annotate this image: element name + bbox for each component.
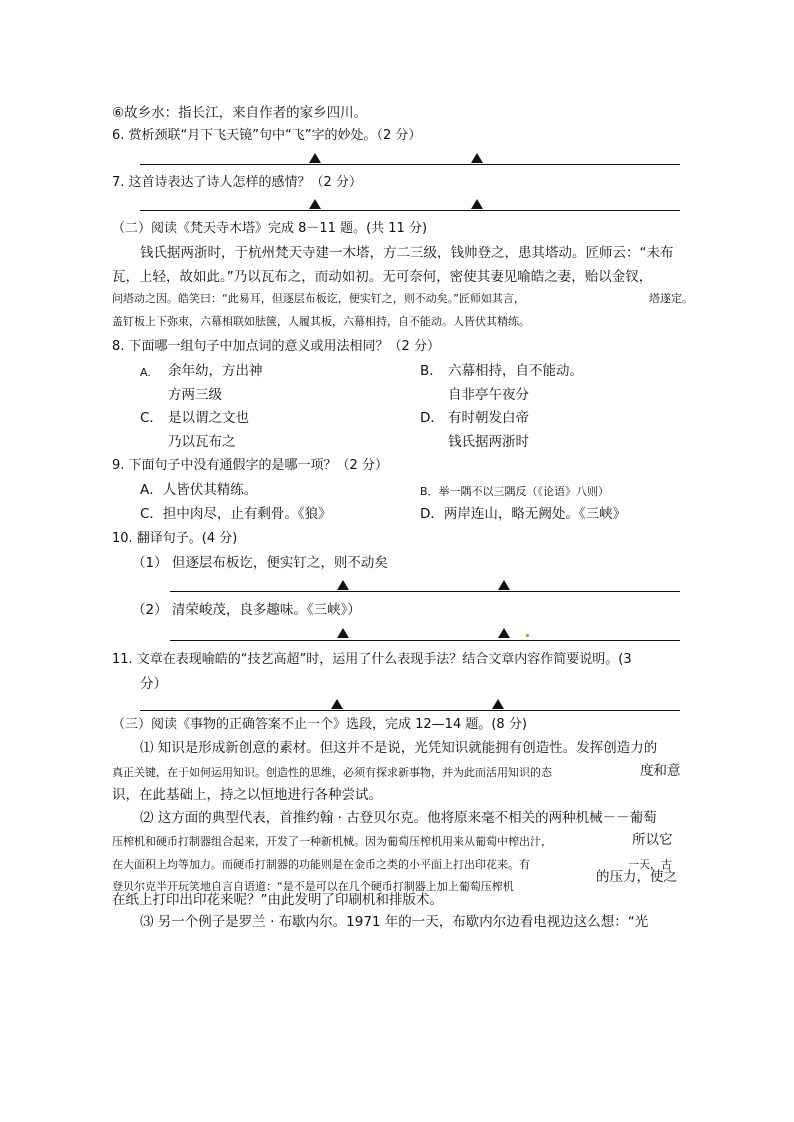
passage-line: 盖钉板上下弥束，六幕相联如胠箧，人履其板，六幕相持，自不能动。人皆伏其精练。 xyxy=(112,315,530,328)
paragraph-2-line: 压榨机和硬币打制器组合起来，开发了一种新机械。因为葡萄压榨机用来从葡萄中榨出汁， xyxy=(112,835,552,848)
answer-marker-triangle xyxy=(492,699,504,709)
paragraph-2-line: 一天，古 xyxy=(628,858,672,871)
question-10: 10. 翻译句子。(4 分) xyxy=(112,531,238,546)
paragraph-2-line: 的压力，使之 xyxy=(596,869,677,885)
option-a-line-1: 余年幼，方出神 xyxy=(168,363,263,379)
paragraph-2-line: 登贝尔克半开玩笑地自言自语道：“是不是可以在几个硬币打制器上加上葡萄压榨机 xyxy=(112,880,514,893)
answer-line xyxy=(140,164,680,165)
answer-marker-triangle xyxy=(337,580,349,590)
section-2-title: （二）阅读《梵天寺木塔》完成 8－11 题。(共 11 分) xyxy=(112,221,428,236)
answer-marker-triangle xyxy=(498,628,510,638)
option-b-line-1: 六幕相持，自不能动。 xyxy=(448,363,583,379)
question-9: 9. 下面句子中没有通假字的是哪一项？（2 分） xyxy=(112,458,388,473)
passage-line: 钱氏据两浙时，于杭州梵天寺建一木塔，方二三级，钱帅登之，患其塔动。匠师云：“未布 xyxy=(140,245,674,261)
option-a-line-2: 方两三级 xyxy=(168,387,222,403)
section-3-title: （三）阅读《事物的正确答案不止一个》选段，完成 12—14 题。(8 分) xyxy=(112,717,527,732)
option-label: B． xyxy=(420,363,443,379)
option-c: C．担中肉尽，止有剩骨。《狼》 xyxy=(140,506,332,522)
option-c-line-2: 乃以瓦布之 xyxy=(168,434,236,450)
option-a: A．人皆伏其精练。 xyxy=(140,482,258,498)
paragraph-2-line: ⑵ 这方面的典型代表，首推约翰 · 古登贝尔克。他将原来毫不相关的两种机械－－葡萄 xyxy=(140,810,657,826)
question-11-line-1: 11. 文章在表现喻皓的“技艺高超”时，运用了什么表现手法？结合文章内容作简要说明。(3 xyxy=(112,652,632,667)
option-b: B．举一隅不以三隅反（《论语》八则） xyxy=(420,485,610,498)
question-11-line-2: 分） xyxy=(140,676,167,692)
option-b-line-2: 自非亭午夜分 xyxy=(448,387,529,403)
question-8: 8. 下面哪一组句子中加点词的意义或用法相同？（2 分） xyxy=(112,339,440,354)
passage-line: 塔遂定。 xyxy=(649,292,693,305)
answer-line xyxy=(170,640,680,641)
paragraph-3-line: ⑶ 另一个例子是罗兰 · 布歇内尔。1971 年的一天，布歇内尔边看电视边这么想：“光 xyxy=(140,914,649,930)
answer-marker-triangle xyxy=(309,153,321,163)
paragraph-1-line: 度和意 xyxy=(640,763,681,779)
answer-marker-triangle xyxy=(331,699,343,709)
option-label: A. xyxy=(140,366,151,379)
question-6: 6. 赏析颈联“月下飞天镜”句中“飞”字的妙处。（2 分） xyxy=(112,128,422,143)
option-label: D． xyxy=(420,410,444,426)
answer-line xyxy=(170,591,680,592)
answer-line xyxy=(140,210,680,211)
option-d-line-1: 有时朝发白帝 xyxy=(448,410,529,426)
passage-line: 瓦，上轻，故如此。”乃以瓦布之，而动如初。无可奈何，密使其妻见喻皓之妻，贻以金钗， xyxy=(112,269,653,285)
answer-line xyxy=(140,710,680,711)
option-label: C． xyxy=(140,410,163,426)
option-d: D．两岸连山，略无阙处。《三峡》 xyxy=(420,506,627,522)
passage-line: 问塔动之因。皓笑曰：“此易耳，但逐层布板讫，便实钉之，则不动矣。”匠师如其言， xyxy=(112,292,525,305)
note-6: ⑥故乡水：指长江，来自作者的家乡四川。 xyxy=(112,105,368,121)
paragraph-1-line: 真正关键，在于如何运用知识。创造性的思维，必须有探求新事物，并为此而活用知识的态 xyxy=(112,766,552,779)
question-7: 7. 这首诗表达了诗人怎样的感情？（2 分） xyxy=(112,175,362,190)
paragraph-2-line: 所以它 xyxy=(632,832,673,848)
stray-mark xyxy=(526,634,529,637)
question-10-item-2: （2） 清荣峻茂，良多趣味。《三峡》） xyxy=(132,602,361,618)
answer-marker-triangle xyxy=(471,153,483,163)
paragraph-1-line: ⑴ 知识是形成新创意的素材。但这并不是说，光凭知识就能拥有创造性。发挥创造力的 xyxy=(140,740,658,756)
answer-marker-triangle xyxy=(498,580,510,590)
paragraph-1-line: 识，在此基础上，持之以恒地进行各种尝试。 xyxy=(112,787,382,803)
option-d-line-2: 钱氏据两浙时 xyxy=(448,434,529,450)
answer-marker-triangle xyxy=(471,199,483,209)
question-10-item-1: （1） 但逐层布板讫，便实钉之，则不动矣 xyxy=(132,555,388,571)
option-c-line-1: 是以谓之文也 xyxy=(168,410,249,426)
paragraph-2-line: 在纸上打印出印花来呢？”由此发明了印刷机和排版术。 xyxy=(112,892,443,908)
answer-marker-triangle xyxy=(309,199,321,209)
paragraph-2-line: 在大面积上均等加力。而硬币打制器的功能则是在金币之类的小平面上打出印花来。有 xyxy=(112,858,530,871)
answer-marker-triangle xyxy=(337,628,349,638)
